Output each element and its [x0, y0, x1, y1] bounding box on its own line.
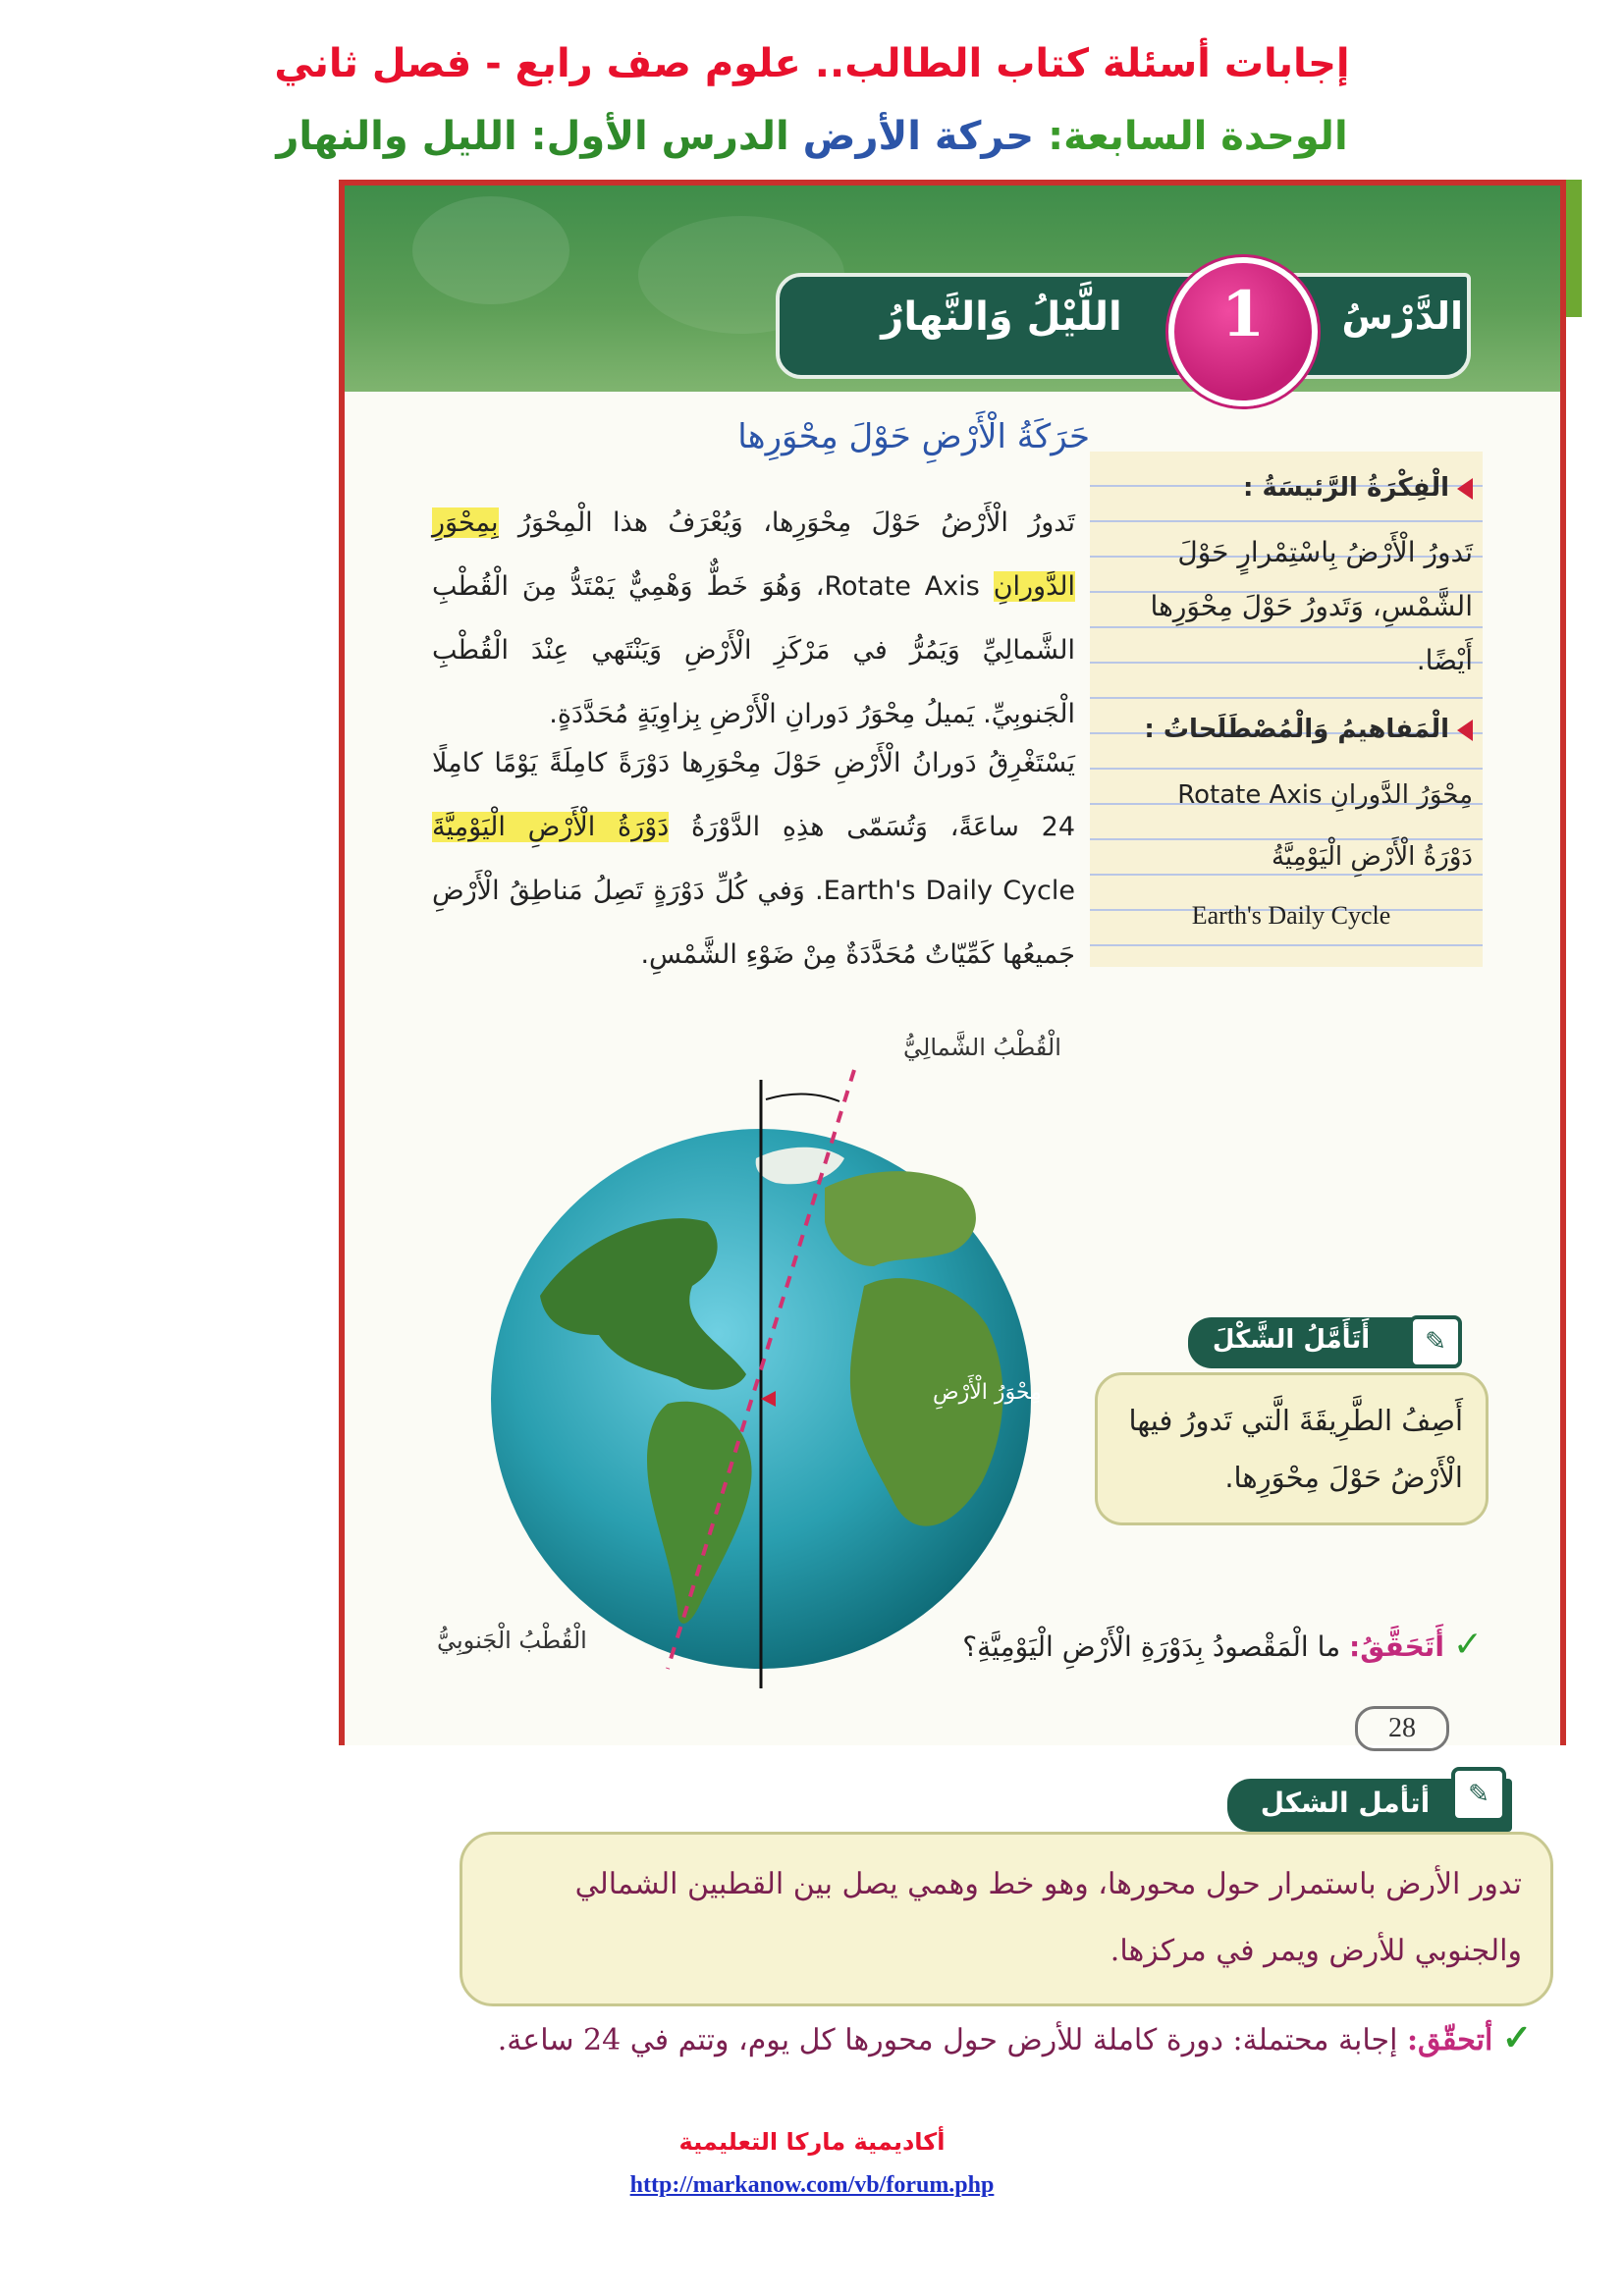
lesson-label: الدَّرْسُ	[1341, 294, 1463, 338]
topic-label: حركة الأرض	[802, 114, 1035, 159]
check-answer-label: أتحقّق:	[1406, 2023, 1493, 2057]
paragraph-1	[432, 491, 1075, 746]
page-number: 28	[1355, 1706, 1449, 1751]
check-question-text: ما الْمَقْصودُ بِدَوْرَةِ الْأَرْضِ الْيَوْمِيَّةِ؟	[962, 1630, 1350, 1663]
earth-globe-illustration	[432, 1041, 1042, 1669]
lesson-title: اللَّيْلُ وَالنَّهارُ	[881, 294, 1122, 340]
paragraph-text: يَسْتَغْرِقُ دَورانُ الْأَرْضِ حَوْلَ مِحْوَرِها دَوْرَةً كامِلَةً يَوْمًا كامِلًا 24 ساعَةً، وَتُسَمّى هذِهِ الدَّوْرَةُ	[432, 748, 1076, 842]
section-subtitle: حَرَكَةُ الْأَرْضِ حَوْلَ مِحْوَرِها	[737, 417, 1090, 456]
north-pole-label: الْقُطْبُ الشَّمالِيُّ	[903, 1034, 1061, 1061]
term-item: مِحْوَرُ الدَّورانِ Rotate Axis	[1177, 780, 1473, 810]
south-pole-label: الْقُطْبُ الْجَنوبِيُّ	[437, 1627, 587, 1654]
banner-leaf-decoration	[412, 196, 569, 304]
pencil-icon: ✎	[1451, 1767, 1506, 1822]
check-question	[962, 1625, 1483, 1665]
lesson-number: 1	[1220, 278, 1266, 351]
pencil-icon: ✎	[1409, 1315, 1462, 1368]
reflect-question: أَصِفُ الطَّرِيقَةَ الَّتي تَدورُ فيها الْأَرْضُ حَوْلَ مِحْوَرِها.	[1128, 1404, 1463, 1494]
tilt-angle-arc	[766, 1094, 839, 1101]
page-edge-tab	[1566, 180, 1582, 317]
main-idea-text: تَدورُ الْأَرْضُ بِاسْتِمْرارٍ حَوْلَ الشَّمْسِ، وَتَدورُ حَوْلَ مِحْوَرِها أَيْضًا.	[1150, 536, 1473, 676]
paragraph-2	[432, 731, 1075, 987]
check-answer	[461, 2017, 1532, 2058]
answer-reflect-tab-label: أتأمل الشكل	[1260, 1787, 1431, 1819]
term-item: دَوْرَةُ الْأَرْضِ الْيَوْمِيَّةُ	[1271, 842, 1473, 872]
triangle-bullet-icon	[1457, 720, 1473, 741]
triangle-bullet-icon	[1457, 478, 1473, 500]
header-title: إجابات أسئلة كتاب الطالب.. علوم صف رابع - فصل ثاني	[274, 41, 1350, 86]
checkmark-icon: ✓	[1501, 2017, 1532, 2058]
paragraph-text: Earth's Daily Cycle. وَفي كُلِّ دَوْرَةٍ تَصِلُ مَناطِقُ الْأَرْضِ جَميعُها كَمِّيّاتٌ مُحَدَّدَةٌ مِنْ ضَوْءِ الشَّمْسِ.	[432, 876, 1075, 970]
axis-label: مِحْوَرُ الْأَرْضِ	[933, 1380, 1042, 1405]
checkmark-icon: ✓	[1452, 1625, 1483, 1665]
footer-academy-name: أكاديمية ماركا التعليمية	[678, 2128, 946, 2156]
check-label: أَتَحَقَّقُ:	[1349, 1630, 1444, 1663]
term-item: Earth's Daily Cycle	[1191, 901, 1391, 930]
lesson-label: الدرس الأول: الليل والنهار	[276, 114, 803, 159]
highlighted-term: دَوْرَةُ الْأَرْضِ الْيَوْمِيَّةَ	[432, 812, 670, 842]
reflect-answer: تدور الأرض باستمرار حول محورها، وهو خط وهمي يصل بين القطبين الشمالي والجنوبي للأرض ويمر في مركزها.	[574, 1867, 1522, 1968]
highlighted-term: بِمِحْوَرِ الدَّورانِ	[432, 507, 1075, 602]
page-border	[339, 180, 345, 1745]
main-idea-heading: الْفِكْرَةُ الرَّئيسَةُ :	[1110, 473, 1473, 503]
paragraph-text: تَدورُ الْأَرْضُ حَوْلَ مِحْوَرِها، وَيُعْرَفُ هذا الْمِحْوَرُ	[498, 507, 1075, 538]
page-border	[1560, 180, 1566, 1745]
check-answer-text: إجابة محتملة: دورة كاملة للأرض حول محورها كل يوم، وتتم في 24 ساعة.	[497, 2023, 1407, 2057]
page-border	[339, 180, 1566, 186]
unit-label: الوحدة السابعة:	[1034, 114, 1348, 159]
paragraph-text: Rotate Axis، وَهُوَ خَطٌّ وَهْمِيٌّ يَمْتَدُّ مِنَ الْقُطْبِ الشَّمالِيِّ وَيَمُرُّ في مَرْكَزِ الْأَرْضِ وَيَنْتَهي عِنْدَ الْقُطْبِ الْجَنوبِيِّ. يَميلُ مِحْوَرُ دَورانِ الْأَرْضِ بِزاوِيَةٍ مُحَدَّدَةٍ.	[432, 571, 1075, 729]
footer-link[interactable]: http://markanow.com/vb/forum.php	[629, 2172, 995, 2198]
reflect-tab-label: أَتَأَمَّلُ الشَّكْلَ	[1212, 1325, 1371, 1355]
header-subtitle	[0, 114, 1624, 159]
terms-heading: الْمَفاهيمُ وَالْمُصْطَلَحاتُ :	[1110, 715, 1473, 744]
